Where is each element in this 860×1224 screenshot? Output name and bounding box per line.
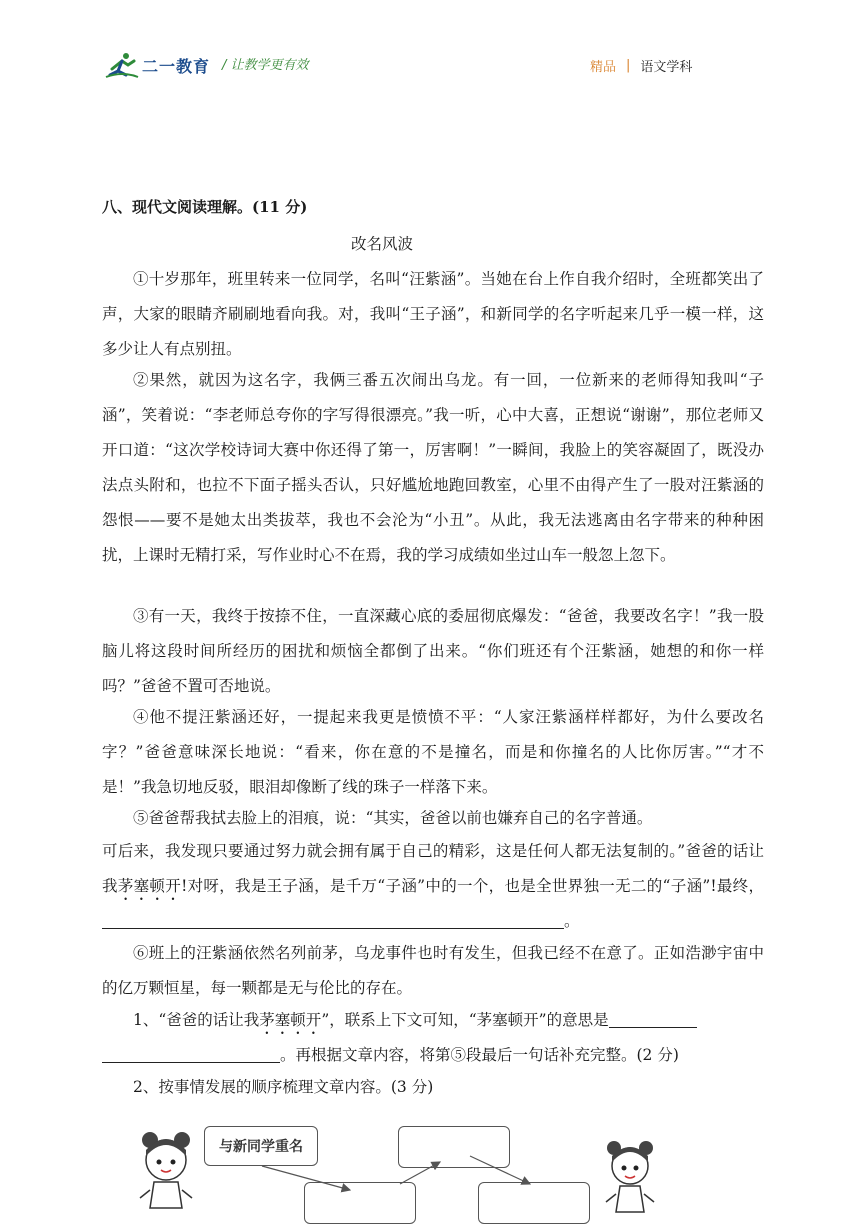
q1-text-c: 。再根据文章内容，将第⑤段最后一句话补充完整。(2 分) [280,1046,679,1064]
answer-blank-q1-b[interactable] [102,1047,280,1064]
q1-text-a: 1、“爸爸的话让我 [133,1011,260,1029]
answer-blank-p5[interactable] [102,913,564,930]
paragraph-4: ④他不提汪紫涵还好，一提起来我更是愤愤不平：“人家汪紫涵样样都好，为什么要改名字？”爸爸意味深长地说：“看来，你在意的不是撞名，而是和你撞名的人比你厉害。”“才不是！”我急切地反驳，眼泪却像断了线的珠子一样落下来。 [102,708,764,796]
question-2: 2、按事情发展的顺序梳理文章内容。(3 分) [133,1078,434,1096]
p5-text-a: 可后来，我发现只要通过努力就会拥有属于自己的精彩，这是任何人都无法复制的。”爸爸的话让我 [102,842,764,895]
flow-arrows [0,1110,860,1216]
header-tags [590,56,692,75]
q1-emphasis: 茅塞顿开 [259,1011,322,1029]
quality-tag: 精品 [590,60,617,75]
slogan: / 让教学更有效 [222,58,309,73]
girl-right-icon [600,1136,660,1216]
paragraph-6: ⑥班上的汪紫涵依然名列前茅，乌龙事件也时有发生，但我已经不在意了。正如浩渺宇宙中的亿万颗恒星，每一颗都是无与伦比的存在。 [102,944,764,997]
question-1 [102,1003,764,1073]
section-title: 八、现代文阅读理解。(11 分) [102,198,308,216]
runner-logo-icon [104,51,140,79]
logo [104,50,210,80]
flow-box-1-label: 与新同学重名 [219,1139,303,1155]
answer-blank-q1-a[interactable] [609,1012,697,1029]
paragraph-2: ②果然，就因为这名字，我俩三番五次闹出乌龙。有一回，一位新来的老师得知我叫“子涵”，笑着说：“李老师总夸你的字写得很漂亮。”我一听，心中大喜，正想说“谢谢”，那位老师又开口道：“这次学校诗词大赛中你还得了第一，厉害啊！”一瞬间，我脸上的笑容凝固了，既没办法点头附和，也拉不下面子摇头否认，只好尴尬地跑回教室，心里不由得产生了一股对汪紫涵的怨恨——要不是她太出类拔萃，我也不会沦为“小丑”。从此，我无法逃离由名字带来的种种困扰，上课时无精打采，写作业时心不在焉，我的学习成绩如坐过山车一般忽上忽下。 [102,371,764,564]
p5-end: 。 [564,912,580,930]
paragraph-3: ③有一天，我终于按捺不住，一直深藏心底的委屈彻底爆发：“爸爸，我要改名字！”我一股脑儿将这段时间所经历的困扰和烦恼全都倒了出来。“你们班还有个汪紫涵，她想的和你一样吗？”爸爸不置可否地说。 [102,607,764,695]
paragraph-5-line-1: ⑤爸爸帮我拭去脸上的泪痕，说：“其实，爸爸以前也嫌弃自己的名字普通。 [133,809,653,827]
p5-emphasis: 茅塞顿开 [117,877,182,895]
page-header [0,0,860,100]
paragraph-1: ①十岁那年，班里转来一位同学，名叫“汪紫涵”。当她在台上作自我介绍时，全班都笑出了声，大家的眼睛齐刷刷地看向我。对，我叫“王子涵”，和新同学的名字听起来几乎一模一样，这多少让人有点别扭。 [102,270,764,358]
flow-diagram [0,1110,860,1216]
p5-text-b: !对呀，我是王子涵，是千万“子涵”中的一个，也是全世界独一无二的“子涵”!最终， [181,877,764,895]
q1-text-b: ”，联系上下文可知，“茅塞顿开”的意思是 [321,1011,609,1029]
article-title: 改名风波 [350,235,413,253]
paragraph-5 [102,834,764,939]
header-separator: | [626,58,631,73]
logo-text: 二一教育 [142,56,211,76]
subject-tag: 语文学科 [640,60,693,75]
